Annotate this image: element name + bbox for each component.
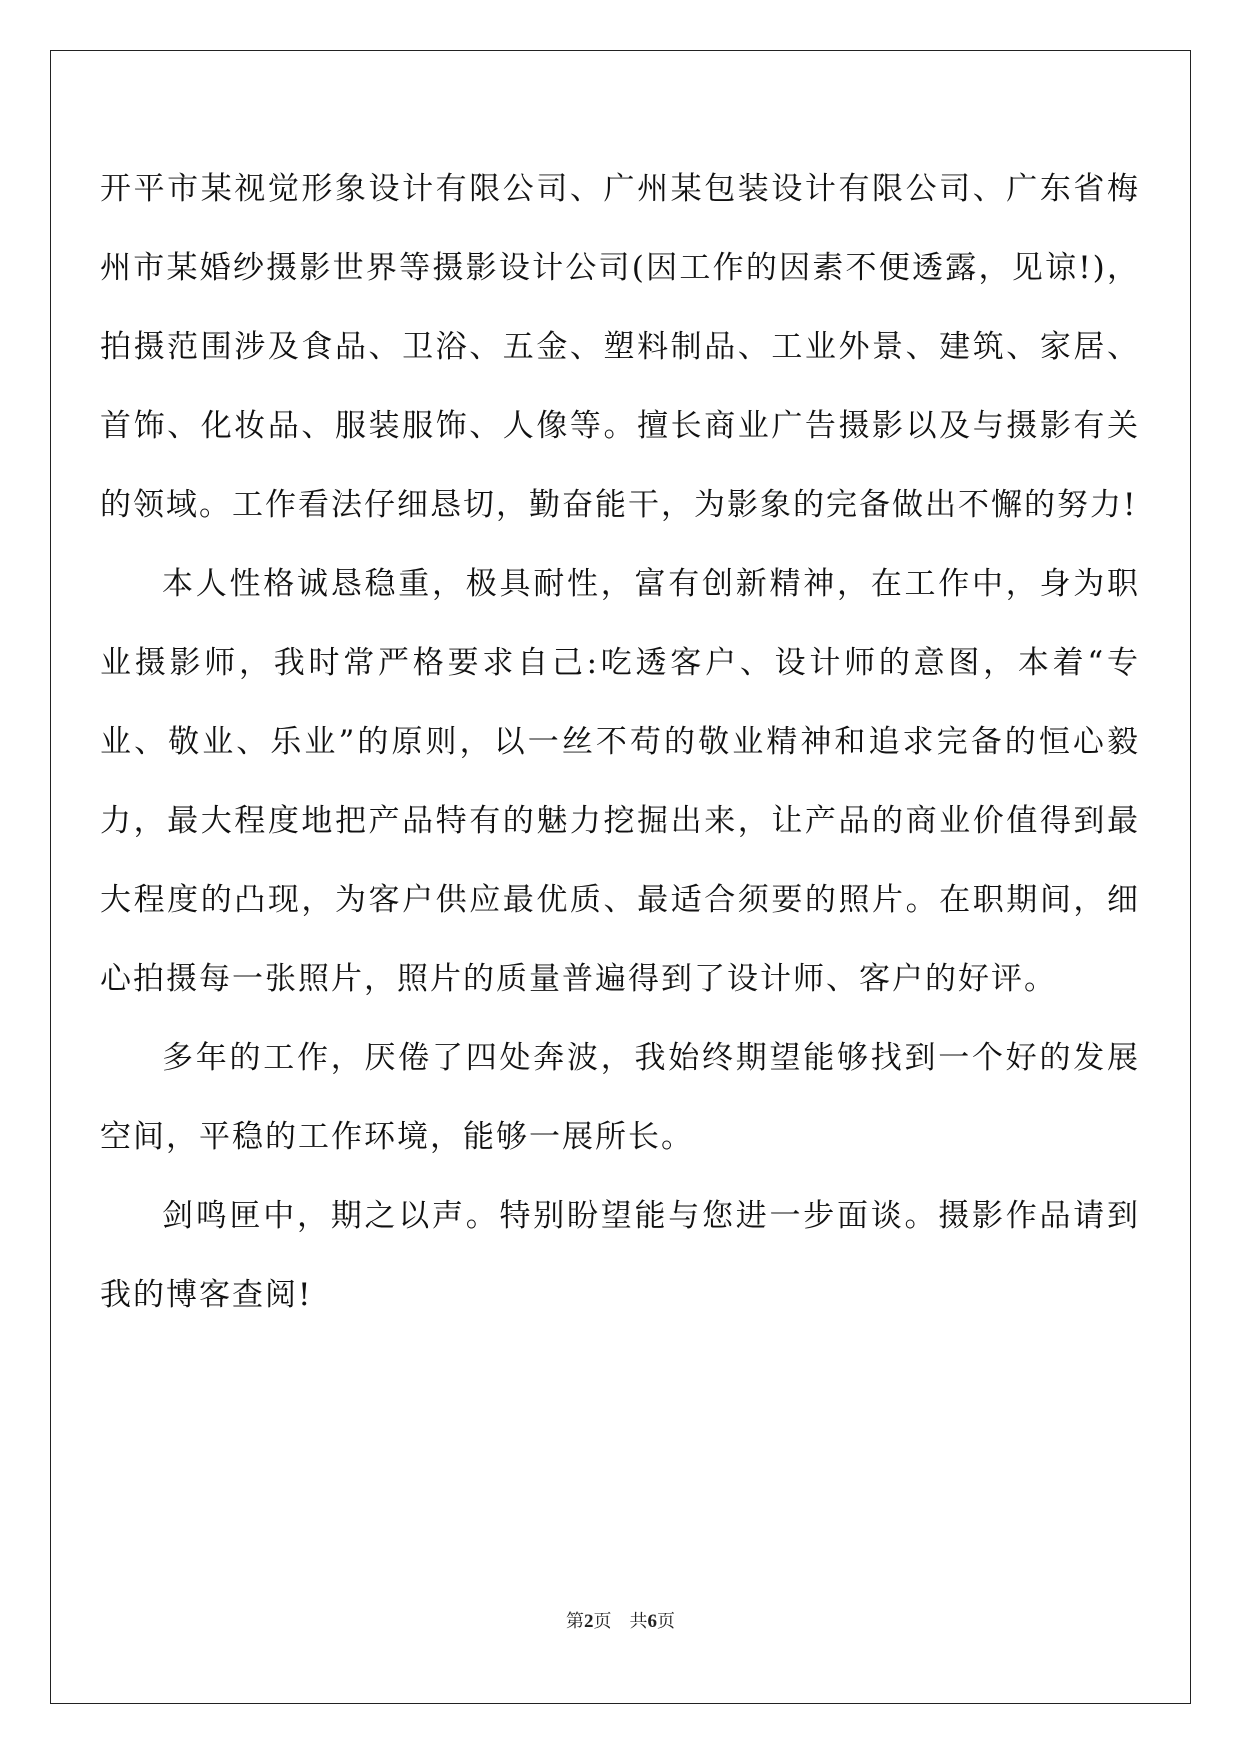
page-number-suffix: 页 — [657, 1611, 675, 1632]
paragraph-3: 多年的工作，厌倦了四处奔波，我始终期望能够找到一个好的发展空间，平稳的工作环境，能够一展所长。 — [100, 1040, 1140, 1155]
page-number-current: 2 — [584, 1611, 594, 1632]
paragraph-4: 剑鸣匣中，期之以声。特别盼望能与您进一步面谈。摄影作品请到我的博客查阅! — [100, 1198, 1140, 1313]
page-number-total: 6 — [647, 1611, 657, 1632]
paragraph-1: 开平市某视觉形象设计有限公司、广州某包装设计有限公司、广东省梅州市某婚纱摄影世界等摄影设计公司(因工作的因素不便透露，见谅!)，拍摄范围涉及食品、卫浴、五金、塑料制品、工业外景、建筑、家居、首饰、化妆品、服装服饰、人像等。擅长商业广告摄影以及与摄影有关的领域。工作看法仔细恳切，勤奋能干，为影象的完备做出不懈的努力! — [100, 171, 1140, 523]
page-footer — [0, 1610, 1241, 1634]
page-number-prefix: 第 — [566, 1611, 584, 1632]
paragraph-2: 本人性格诚恳稳重，极具耐性，富有创新精神，在工作中，身为职业摄影师，我时常严格要求自己:吃透客户、设计师的意图，本着“专业、敬业、乐业”的原则，以一丝不苟的敬业精神和追求完备的恒心毅力，最大程度地把产品特有的魅力挖掘出来，让产品的商业价值得到最大程度的凸现，为客户供应最优质、最适合须要的照片。在职期间，细心拍摄每一张照片，照片的质量普遍得到了设计师、客户的好评。 — [100, 566, 1140, 997]
document-body — [100, 150, 1140, 1335]
page-number-mid: 页 共 — [593, 1611, 648, 1632]
